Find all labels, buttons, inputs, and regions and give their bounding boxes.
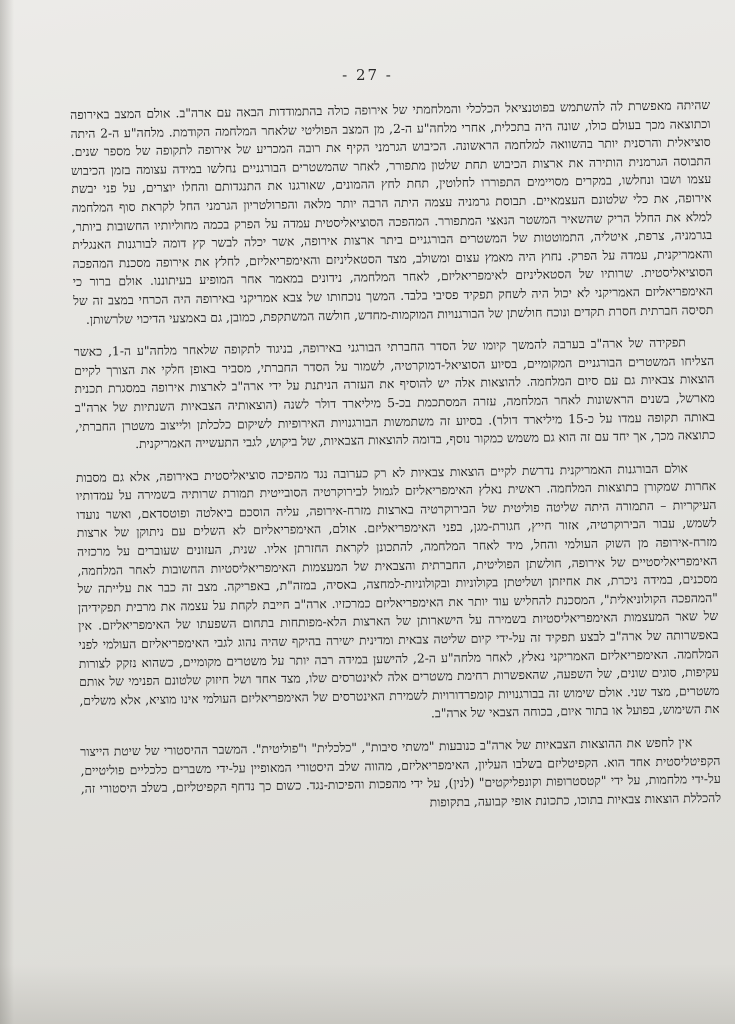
page-edge-shadow xyxy=(0,0,14,1024)
page-bottom-shade xyxy=(0,964,735,1024)
paragraph-1: שהיתה מאפשרת לה להשתמש בפוטנציאל הכלכלי והמלחמתי של אירופה כולה בהתמודדות הבאה עם ארה"ב. אולם המצב באירופה וכתוצאה מכך בעולם כולו, שונה היה בתכלית, אחרי מלחה"ע ה-2, מן המצב הפוליטי שלאחר המלחמה הקודמת. מלחה"ע ה-2 היתה סוציאלית והרסנית יותר בהשוואה למלחמה הראשונה. הכיבוש הגרמני הקיף את רובה המכריע של אירופה לתקופה של מספר שנים. התבוסה הגרמנית הותירה את ארצות הכיבוש תחת שלטון מתפורר, לאחר שהמשטרים הבורגניים נחלשו במידה עצומה בזמן הכיבוש עצמו ושבו ונחלשו, במקרים מסויימים התפוררו לחלוטין, תחת לחץ ההמונים, שאורגנו את התנגדותם והחלו יוצרים, על פני יבשת אירופה, את כלי שלטונם העצמאיים. תבוסת גרמניה עצמה היתה הרבה יותר מלאה והפרולטריון הגרמני החל לקראת סוף המלחמה למלא את החלל הריק שהשאיר המשטר הנאצי המתפורר. המהפכה הסוציאליסטית עמדה על הפרק בכמה מחוליותיו החשובות ביותר, בגרמניה, צרפת, איטליה, התמוטטות של המשטרים הבורגניים ביתר ארצות אירופה, אשר יכלה לבשר קץ דומה לבורגנות האנגלית והאמריקנית, עמדה על הפרק. נחוץ היה מאמץ עצום ומשולב, מצד הסטאליניזם והאימפריאליזם, לחלץ את אירופה מסכנת המהפכה הסוציאליסטית. שרותיו של הסטאליניזם לאימפריאליזם, לאחר המלחמה, נידונים במאמר אחר המופיע בעיתוננו. אולם ברור כי האימפריאליזם האמריקני לא יכול היה לשחק תפקיד פסיבי בלבד. המשך נוכחותו של צבא אמריקני באירופה היה הכרחי במצב זה של תסיסה חברתית חסרת תקדים ונוכח חולשתן של הבורגנויות המוקמות-מחדש, חולשה המשתקפת, כמובן, גם באמצעי הדיכוי שלרשותן. xyxy=(70,97,714,327)
paragraph-4: אין לחפש את ההוצאות הצבאיות של ארה"ב כנובעות "משתי סיבות", "כלכלית" ו"פוליטית". המשבר ההיסטורי של שיטת הייצור הקפיטליסטית אחד הוא. הקפיטליזם בשלבו העליון, האימפריאליזם, מהווה שלב היסטורי המאופיין על-ידי משברים כלכליים פוליטיים, על-ידי מלחמות, על ידי "קטסטרופות וקונפליקטים" (לנין), על ידי מהפכות והפיכות-נגד. כשום כך נדחף הקפיטליזם, בשלב היסטורי זה, להכללת הוצאות צבאיות בתוכו, כתכונת אופי קבועה, בתקופות xyxy=(80,735,722,810)
page-number: - 27 - xyxy=(342,66,393,84)
paragraph-3: אולם הבורגנות האמריקנית נדרשת לקיים הוצאות צבאיות לא רק כערובה נגד מהפיכה סוציאליסטית באירופה, אלא גם מסבות אחרות שמקורן בתוצאות המלחמה. ראשית נאלץ האימפריאליזם לגמול לבירוקרטיה הסובייטית תמורת שרותיה בשמירה על עמדותיו העיקריות – התמורה היתה שליטה פוליטית של הבירוקרטיה בארצות מזרח-אירופה, עליה הוסכם ביאלטה ופוטסדאם, ואשר נועדו לשמש, עבור הבירוקרטיה, אזור חייץ, חגורת-מגן, בפני האימפריאליזם. אולם, האימפריאליזם לא השלים עם ניתוקן של ארצות מזרח-אירופה מן השוק העולמי והחל, מיד לאחר המלחמה, להתכונן לקראת החזרתן אליו. שנית, העזונים שעוברים על מרכזיה האימפריאליסטיים של אירופה, חולשתן הפוליטית, החברתית והצבאית של המעצמות האימפריאליסטיות החשובות לאחר המלחמה, מסכנים, במידה ניכרת, את אחיזתן ושליטתן בקולוניות ובקולוניות-למחצה, באסיה, במזה"ת, באפריקה. מצב זה כבר את עלייתה של "המהפכה הקולוניאלית", המסכנת להחליש עוד יותר את האימפריאליזם כמרכזיו. ארה"ב חייבת לקחת על עצמה את מרבית תפקידיהן של שאר המעצמות האימפריאליסטיות בשמירה על הישארותן של הארצות הלא-מפותחות בתחום השפעתו של האימפריאליזם. אין באפשרותה של ארה"ב לבצע תפקיד זה על-ידי קיום שליטה צבאית ומדינית ישירה בהיקף שהיה נהוג לגבי האימפריאליזם העולמי לפני המלחמה. האימפריאליזם האמריקני נאלץ, לאחר מלחה"ע ה-2, להישען במידה רבה יותר על משטרים מקומיים, כשהוא נזקק לצורות עקיפות, סוגים שונים, של השפעה, שהאפשרות רחימת משטרים אלה לאינטרסים שלו, מצד אחד ושל חיזוק שלטונם הפנימי של אותם משטרים, מצד שני. אולם שימוש זה בבורגנויות קומפרדורויות לשמירת האינטרסים של האימפריאליזם העולמי אינו מוציא, אלא משלים, את השימוש, בפועל או בתור איום, בכוחה הצבאי של ארה"ב. xyxy=(75,461,720,721)
document-body xyxy=(70,96,721,831)
paragraph-2: תפקידה של ארה"ב בערבה להמשך קיומו של הסדר החברתי הבורגני באירופה, בניגוד לתקופה שלאחר מלחה"ע ה-1, כאשר הצליחו המשטרים הבורגניים המקומיים, בסיוע הסוציאל-דמוקרטיה, לשמור על הסדר החברתי, מסביר באופן חלקי את הצורך לקיים הוצאות צבאיות גם עם סיום המלחמה. להוצאות אלה יש להוסיף את העזרה הניתנת על ידי ארה"ב לארצות אירופה במסגרת תכנית מארשל, בשנים הראשונות לאחר המלחמה, עזרה המסתכמת בכ-5 מיליארד דולר לשנה (הוצאותיה הצבאיות השנתיות של ארה"ב באותה תקופה עמדו על כ-15 מיליארד דולר). בסיוע זה משתמשות הבורגנויות האירופיות לשיקום כלכלתן ולייצוב משטרן החברתי, כתוצאה מכך, אך יחד עם זה הוא גם משמש כמקור נוסף, בדומה להוצאות הצבאיות, של ביקוש, לגבי התעשייה האמריקנית. xyxy=(73,335,716,452)
